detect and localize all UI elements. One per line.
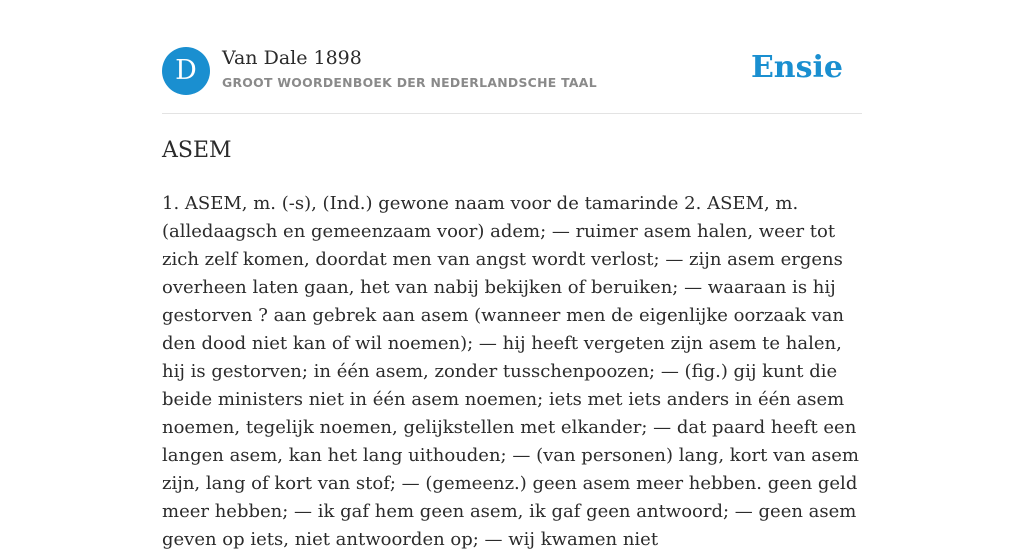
ensie-logo-link[interactable]: Ensie [750,50,843,85]
dictionary-logo[interactable]: D [162,47,210,95]
header [162,46,862,96]
dictionary-title[interactable]: Van Dale 1898 [222,47,362,69]
entry-headword: ASEM [162,138,232,163]
entry-definition: 1. ASEM, m. (-s), (Ind.) gewone naam voor de tamarinde 2. ASEM, m. (alledaagsch en gemeenzaam voor) adem; — ruimer asem halen, weer tot zich zelf komen, doordat men van angst wordt verlost; — zijn asem ergens overheen laten gaan, het van nabij bekijken of beruiken; — waaraan is hij gestorven ? aan gebrek aan asem (wanneer men de eigenlijke oorzaak van den dood niet kan of wil noemen); — hij heeft vergeten zijn asem te halen, hij is gestorven; in één asem, zonder tusschenpoozen; — (fig.) gij kunt die beide ministers niet in één asem noemen; iets met iets anders in één asem noemen, tegelijk noemen, gelijkstellen met elkander; — dat paard heeft een langen asem, kan het lang uithouden; — (van personen) lang, kort van asem zijn, lang of kort van stof; — (gemeenz.) geen asem meer hebben. geen geld meer hebben; — ik gaf hem geen asem, ik gaf geen antwoord; — geen asem geven op iets, niet antwoorden op; — wij kwamen niet [162,193,859,550]
dictionary-subtitle: GROOT WOORDENBOEK DER NEDERLANDSCHE TAAL [222,75,597,90]
header-divider [162,113,862,114]
